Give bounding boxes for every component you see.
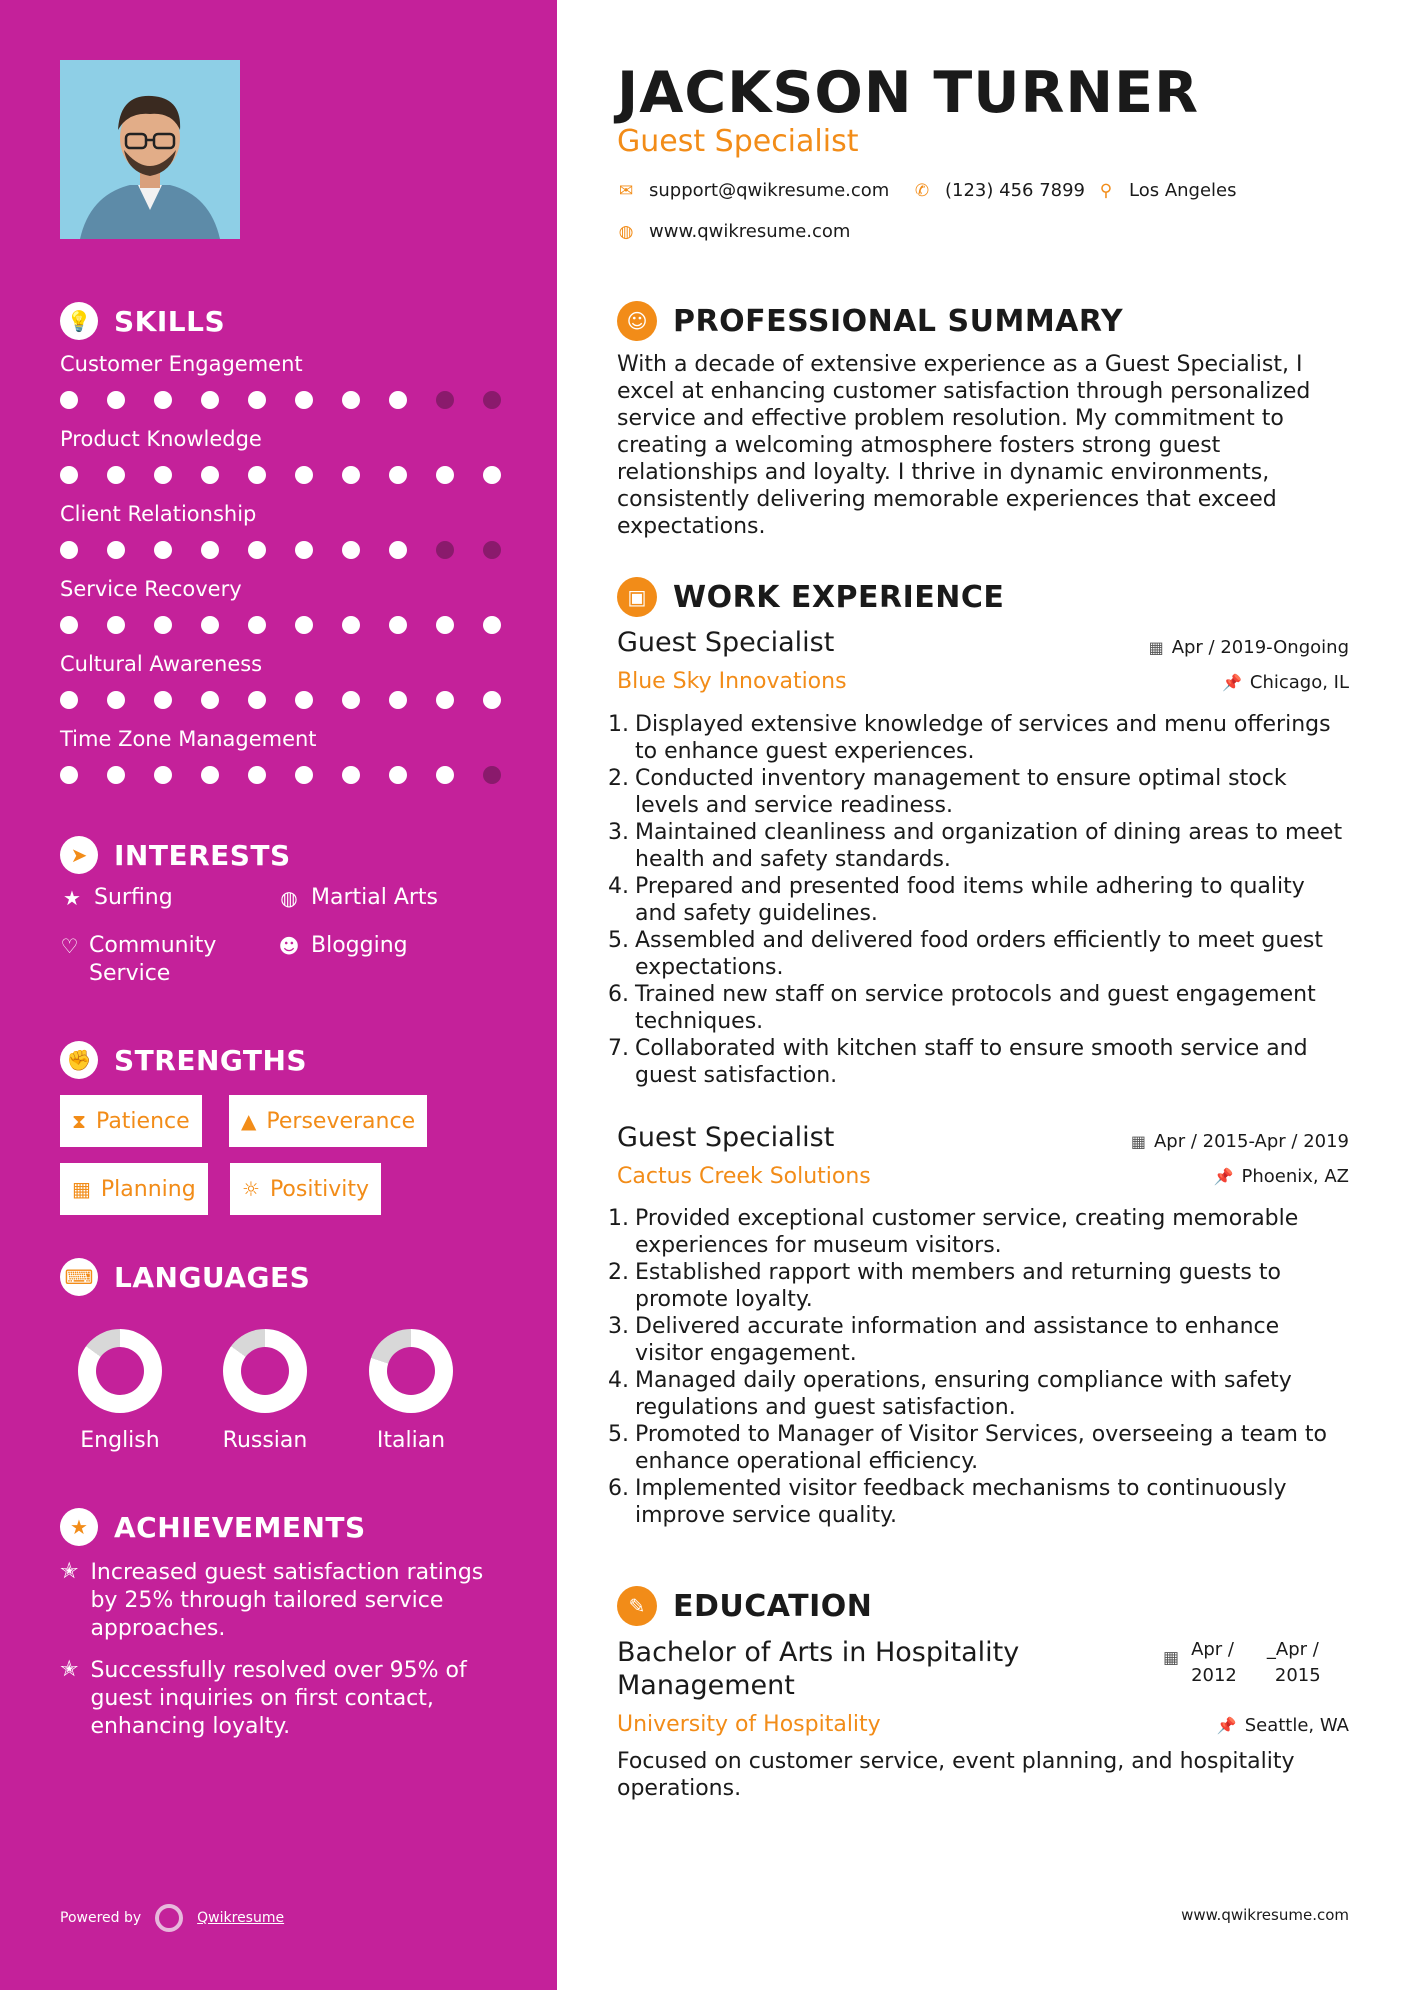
rating-dot: [483, 766, 501, 784]
phone-icon: ✆: [914, 180, 930, 201]
language-ring-hole: [241, 1347, 289, 1395]
candidate-title: Guest Specialist: [617, 124, 859, 159]
bullet-number: 5.: [608, 928, 629, 953]
phone-contact[interactable]: ✆ (123) 456 7899: [914, 180, 1086, 201]
education-location: 📌 Seattle, WA: [1216, 1715, 1349, 1736]
language-ring-hole: [387, 1347, 435, 1395]
bullet-number: 5.: [608, 1422, 629, 1447]
paper-plane-icon: ➤: [60, 836, 98, 874]
skill-name: Client Relationship: [60, 502, 257, 526]
bullet-text: Prepared and presented food items while adhering to quality and safety guidelines.: [635, 874, 1305, 926]
rating-dot: [295, 466, 313, 484]
skill-name: Time Zone Management: [60, 727, 317, 751]
job-location: 📌 Chicago, IL: [1221, 672, 1349, 693]
sun-icon: ☼: [242, 1177, 260, 1201]
briefcase-icon: ▣: [617, 577, 657, 617]
rating-dot: [201, 541, 219, 559]
bullet-text: Maintained cleanliness and organization of dining areas to meet health and safety standards.: [635, 820, 1343, 872]
calendar-icon: ▦: [1163, 1648, 1180, 1668]
job-bullets: [608, 1205, 1348, 1529]
rating-dot: [60, 541, 78, 559]
bullet-number: 3.: [608, 820, 629, 845]
map-pin-icon: ⚲: [1099, 180, 1113, 201]
rating-dot: [295, 691, 313, 709]
rating-dot: [60, 616, 78, 634]
rating-dot: [107, 541, 125, 559]
rating-dot: [201, 691, 219, 709]
bullet-item: [608, 981, 1348, 1035]
rating-dot: [389, 466, 407, 484]
bullet-text: Collaborated with kitchen staff to ensure smooth service and guest satisfaction.: [635, 1036, 1308, 1088]
language-ring: [78, 1329, 162, 1413]
globe-icon: ◍: [280, 886, 298, 910]
rating-dot: [60, 766, 78, 784]
star-icon: ★: [63, 886, 81, 910]
rating-dot: [295, 766, 313, 784]
bullet-item: [608, 1421, 1348, 1475]
skill-rating: [60, 391, 501, 409]
bullet-text: Established rapport with members and returning guests to promote loyalty.: [635, 1260, 1281, 1312]
job-role: Guest Specialist: [617, 1122, 835, 1153]
bullet-item: [608, 873, 1348, 927]
bullet-item: [608, 927, 1348, 981]
languages-heading: ⌨ LANGUAGES: [60, 1258, 310, 1296]
rating-dot: [342, 616, 360, 634]
rating-dot: [342, 766, 360, 784]
rating-dot: [295, 541, 313, 559]
interest-item: ♡ Community Service: [60, 933, 217, 986]
rating-dot: [389, 541, 407, 559]
bullet-text: Displayed extensive knowledge of services and menu offerings to enhance guest experiences.: [635, 712, 1331, 764]
trophy-star-icon: ★: [60, 1508, 98, 1546]
language-label: Russian: [222, 1428, 308, 1453]
rating-dot: [483, 391, 501, 409]
skill-name: Customer Engagement: [60, 352, 303, 376]
bullet-text: Trained new staff on service protocols and guest engagement techniques.: [635, 982, 1316, 1034]
rating-dot: [342, 691, 360, 709]
rating-dot: [436, 466, 454, 484]
education-degree: Bachelor of Arts in Hospitality Management: [617, 1637, 1020, 1701]
bullet-number: 4.: [608, 1368, 629, 1393]
job-bullets: [608, 711, 1348, 1089]
rating-dot: [154, 391, 172, 409]
rating-dot: [248, 541, 266, 559]
skill-name: Service Recovery: [60, 577, 242, 601]
rating-dot: [201, 466, 219, 484]
people-icon: ☻: [278, 934, 300, 958]
rating-dot: [60, 691, 78, 709]
lightbulb-icon: 💡: [60, 302, 98, 340]
bullet-item: [608, 1205, 1348, 1259]
bullet-item: [608, 765, 1348, 819]
rating-dot: [248, 691, 266, 709]
rating-dot: [436, 616, 454, 634]
rating-dot: [389, 391, 407, 409]
rating-dot: [483, 541, 501, 559]
strengths-heading: ✊ STRENGTHS: [60, 1041, 307, 1079]
rating-dot: [60, 466, 78, 484]
brand-link[interactable]: Qwikresume: [197, 1910, 285, 1926]
rating-dot: [436, 541, 454, 559]
language-label: Italian: [376, 1428, 446, 1453]
rating-dot: [107, 691, 125, 709]
bullet-number: 2.: [608, 1260, 629, 1285]
bullet-text: Assembled and delivered food orders efficiently to meet guest expectations.: [635, 928, 1323, 980]
pin-icon: 📌: [1213, 1167, 1234, 1186]
job-dates: ▦ Apr / 2019-Ongoing: [1148, 637, 1349, 658]
calendar-icon: ▦: [1148, 638, 1164, 657]
language-ring-hole: [96, 1347, 144, 1395]
calendar-icon: ▦: [1130, 1132, 1146, 1151]
shooting-star-icon: ✭: [60, 1559, 79, 1584]
location-contact: ⚲ Los Angeles: [1097, 180, 1237, 201]
rating-dot: [248, 391, 266, 409]
powered-by: Powered by Qwikresume: [60, 1904, 284, 1932]
rating-dot: [483, 691, 501, 709]
rating-dot: [201, 766, 219, 784]
bullet-text: Promoted to Manager of Visitor Services, overseeing a team to enhance operational efficiency.: [635, 1422, 1327, 1474]
bullet-number: 1.: [608, 1206, 629, 1231]
rating-dot: [436, 766, 454, 784]
rating-dot: [201, 616, 219, 634]
bullet-text: Provided exceptional customer service, creating memorable experiences for museum visitors.: [635, 1206, 1299, 1258]
skill-rating: [60, 541, 501, 559]
rating-dot: [295, 391, 313, 409]
education-heading: ✎ EDUCATION: [617, 1586, 872, 1626]
avatar: [60, 60, 240, 239]
website-contact[interactable]: ◍ www.qwikresume.com: [618, 221, 851, 242]
job-location: 📌 Phoenix, AZ: [1213, 1166, 1349, 1187]
bullet-number: 3.: [608, 1314, 629, 1339]
rating-dot: [201, 391, 219, 409]
bullet-item: [608, 711, 1348, 765]
skill-rating: [60, 466, 501, 484]
user-icon: ☺: [617, 301, 657, 341]
interest-item: ★ Surfing: [60, 884, 173, 912]
rating-dot: [60, 391, 78, 409]
bullet-item: [608, 819, 1348, 873]
rating-dot: [389, 691, 407, 709]
bullet-text: Implemented visitor feedback mechanisms to continuously improve service quality.: [635, 1476, 1287, 1528]
road-icon: ▲: [241, 1109, 257, 1133]
job-company: Cactus Creek Solutions: [617, 1164, 871, 1189]
globe-icon: ◍: [618, 221, 634, 242]
rating-dot: [483, 466, 501, 484]
language-ring: [223, 1329, 307, 1413]
candidate-name: JACKSON TURNER: [617, 60, 1199, 126]
pin-icon: 📌: [1221, 673, 1242, 692]
pin-icon: 📌: [1216, 1716, 1237, 1735]
bullet-text: Managed daily operations, ensuring compliance with safety regulations and guest satisfaction.: [635, 1368, 1292, 1420]
rating-dot: [483, 616, 501, 634]
achievement-item: ✭ Successfully resolved over 95% of guest inquiries on first contact, enhancing loyalty.: [60, 1657, 467, 1739]
profile-photo: [60, 60, 240, 239]
rating-dot: [436, 391, 454, 409]
bullet-item: [608, 1313, 1348, 1367]
rating-dot: [342, 466, 360, 484]
summary-text: With a decade of extensive experience as a Guest Specialist, I excel at enhancing customer satisfaction through personalized service and effective problem resolution. My commitment to creating a welcoming atmosphere fosters strong guest relationships and loyalty. I thrive in dynamic environments, consistently delivering memorable experiences that exceed expectations.: [617, 352, 1311, 539]
shooting-star-icon: ✭: [60, 1657, 79, 1682]
bullet-number: 1.: [608, 712, 629, 737]
rating-dot: [342, 541, 360, 559]
sidebar: [0, 0, 557, 1990]
graduation-icon: ✎: [617, 1586, 657, 1626]
rating-dot: [154, 691, 172, 709]
rating-dot: [154, 541, 172, 559]
skill-name: Product Knowledge: [60, 427, 262, 451]
rating-dot: [154, 616, 172, 634]
language-icon: ⌨: [60, 1258, 98, 1296]
interest-item: ☻ Blogging: [278, 933, 408, 958]
bullet-text: Conducted inventory management to ensure optimal stock levels and service readiness.: [635, 766, 1287, 818]
rating-dot: [248, 616, 266, 634]
strength-badge: ⧗ Patience: [60, 1095, 202, 1147]
rating-dot: [107, 616, 125, 634]
interests-heading: ➤ INTERESTS: [60, 836, 291, 874]
rating-dot: [107, 391, 125, 409]
bullet-number: 7.: [608, 1036, 629, 1061]
bullet-item: [608, 1475, 1348, 1529]
bullet-item: [608, 1035, 1348, 1089]
job-role: Guest Specialist: [617, 627, 835, 658]
rating-dot: [107, 766, 125, 784]
rating-dot: [107, 466, 125, 484]
rating-dot: [248, 766, 266, 784]
education-dates: ▦ Apr / 2012 _Apr / 2015: [1163, 1637, 1321, 1689]
strength-badge: ▦ Planning: [60, 1163, 208, 1215]
rating-dot: [389, 766, 407, 784]
qwikresume-logo-icon: [155, 1904, 183, 1932]
rating-dot: [436, 691, 454, 709]
achievements-heading: ★ ACHIEVEMENTS: [60, 1508, 366, 1546]
interest-item: ◍ Martial Arts: [277, 884, 438, 912]
rating-dot: [248, 466, 266, 484]
hourglass-icon: ⧗: [72, 1109, 87, 1133]
strength-badge: ☼ Positivity: [230, 1163, 381, 1215]
skills-heading: 💡 SKILLS: [60, 302, 225, 340]
rating-dot: [389, 616, 407, 634]
education-description: Focused on customer service, event planning, and hospitality operations.: [617, 1749, 1295, 1801]
calendar-icon: ▦: [72, 1177, 91, 1201]
rating-dot: [342, 391, 360, 409]
bullet-number: 6.: [608, 982, 629, 1007]
achievement-item: ✭ Increased guest satisfaction ratings by 25% through tailored service approaches.: [60, 1559, 484, 1641]
envelope-icon: ✉: [618, 180, 634, 201]
strength-badge: ▲ Perseverance: [229, 1095, 427, 1147]
rating-dot: [154, 466, 172, 484]
bullet-text: Delivered accurate information and assistance to enhance visitor engagement.: [635, 1314, 1280, 1366]
rating-dot: [295, 616, 313, 634]
language-ring: [369, 1329, 453, 1413]
summary-heading: ☺ PROFESSIONAL SUMMARY: [617, 301, 1123, 341]
bullet-number: 6.: [608, 1476, 629, 1501]
footer-url[interactable]: www.qwikresume.com: [1181, 1906, 1349, 1924]
education-school: University of Hospitality: [617, 1712, 881, 1737]
rating-dot: [154, 766, 172, 784]
bullet-item: [608, 1259, 1348, 1313]
skill-name: Cultural Awareness: [60, 652, 263, 676]
job-dates: ▦ Apr / 2015-Apr / 2019: [1130, 1131, 1349, 1152]
hand-icon: ♡: [60, 934, 79, 958]
skill-rating: [60, 616, 501, 634]
email-contact[interactable]: ✉ support@qwikresume.com: [618, 180, 890, 201]
fist-icon: ✊: [60, 1041, 98, 1079]
experience-heading: ▣ WORK EXPERIENCE: [617, 577, 1004, 617]
bullet-number: 4.: [608, 874, 629, 899]
bullet-number: 2.: [608, 766, 629, 791]
job-company: Blue Sky Innovations: [617, 669, 847, 694]
skill-rating: [60, 766, 501, 784]
skill-rating: [60, 691, 501, 709]
bullet-item: [608, 1367, 1348, 1421]
language-label: English: [80, 1428, 160, 1453]
